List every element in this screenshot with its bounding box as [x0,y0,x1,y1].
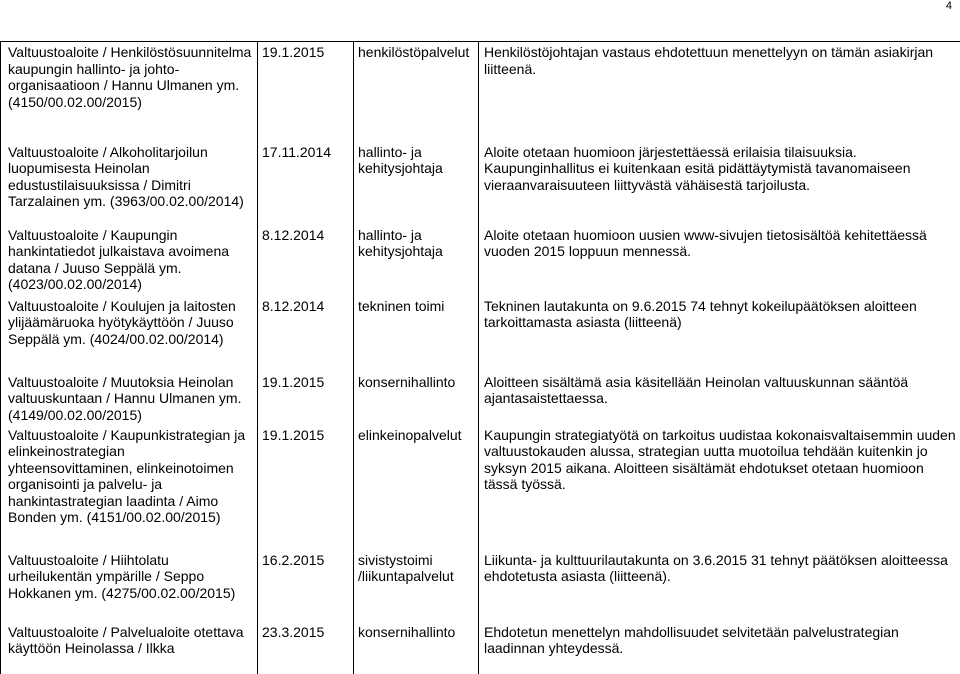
initiative-title: Valtuustoaloite / Henkilöstösuunnitelma kaupungin hallinto- ja johto-organisaatioon / Hannu Ulmanen ym. (4150/00.02.00/2015) [1,42,258,142]
initiative-status: Henkilöstöjohtajan vastaus ehdotettuun menettelyyn on tämän asiakirjan liitteenä. [479,42,960,142]
table-row [1,622,960,674]
initiative-handler: konsernihallinto [354,372,479,425]
initiative-title: Valtuustoaloite / Alkoholitarjoilun luopumisesta Heinolan edustustilaisuuksissa / Dimitri Tarzalainen ym. (3963/00.02.00/2014) [1,142,258,225]
initiative-title: Valtuustoaloite / Koulujen ja laitosten ylijäämäruoka hyötykäyttöön / Juuso Seppälä ym. (4024/00.02.00/2014) [1,296,258,372]
initiative-handler: hallinto- ja kehitysjohtaja [354,142,479,225]
initiative-title: Valtuustoaloite / Kaupunkistrategian ja elinkeinostrategian yhteensovittaminen, elinkeinotoimen organisointi ja palvelu- ja hankintastrategian laadinta / Aimo Bonden ym. (4151/00.02.00/2015) [1,425,258,550]
initiative-status: Liikunta- ja kulttuurilautakunta on 3.6.2015 31 tehnyt päätöksen aloitteessa ehdotetusta asiasta (liitteenä). [479,550,960,622]
initiative-handler: konsernihallinto [354,622,479,674]
initiative-status: Aloite otetaan huomioon järjestettäessä erilaisia tilaisuuksia. Kaupunginhallitus ei kuitenkaan esitä pidättäytymistä tavanomaiseen vieraanvaraisuuteen liittyvästä vähäisestä tarjoilusta. [479,142,960,225]
initiative-status: Tekninen lautakunta on 9.6.2015 74 tehnyt kokeilupäätöksen aloitteen tarkoittamasta asiasta (liitteenä) [479,296,960,372]
table-row [1,225,960,296]
initiative-date: 17.11.2014 [258,142,354,225]
initiative-handler: henkilöstöpalvelut [354,42,479,142]
table-row [1,42,960,142]
initiative-status: Kaupungin strategiatyötä on tarkoitus uudistaa kokonaisvaltaisemmin uuden valtuustokauden alussa, strategian uutta muotoilua tehdään kuitenkin jo syksyn 2015 aikana. Aloitteen sisältämät ehdotukset otetaan huomioon tässä työssä. [479,425,960,550]
initiative-date: 8.12.2014 [258,225,354,296]
initiative-title: Valtuustoaloite / Kaupungin hankintatiedot julkaistava avoimena datana / Juuso Seppälä ym. (4023/00.02.00/2014) [1,225,258,296]
initiative-title: Valtuustoaloite / Palvelualoite otettava käyttöön Heinolassa / Ilkka [1,622,258,674]
initiative-title: Valtuustoaloite / Hiihtolatu urheilukentän ympärille / Seppo Hokkanen ym. (4275/00.02.00/2015) [1,550,258,622]
initiative-date: 19.1.2015 [258,42,354,142]
initiative-date: 19.1.2015 [258,372,354,425]
table-row [1,372,960,425]
table-row [1,425,960,550]
page-number: 4 [946,0,952,12]
initiative-date: 23.3.2015 [258,622,354,674]
table-row [1,296,960,372]
initiative-date: 19.1.2015 [258,425,354,550]
initiative-handler: tekninen toimi [354,296,479,372]
initiative-status: Ehdotetun menettelyn mahdollisuudet selvitetään palvelustrategian laadinnan yhteydessä. [479,622,960,674]
table-row [1,550,960,622]
initiative-date: 16.2.2015 [258,550,354,622]
initiative-date: 8.12.2014 [258,296,354,372]
initiative-status: Aloitteen sisältämä asia käsitellään Heinolan valtuuskunnan sääntöä ajantasaistettaessa. [479,372,960,425]
initiative-status: Aloite otetaan huomioon uusien www-sivujen tietosisältöä kehitettäessä vuoden 2015 loppuun mennessä. [479,225,960,296]
initiative-handler: elinkeinopalvelut [354,425,479,550]
initiative-title: Valtuustoaloite / Muutoksia Heinolan valtuuskuntaan / Hannu Ulmanen ym. (4149/00.02.00/2015) [1,372,258,425]
initiative-handler: sivistystoimi /liikuntapalvelut [354,550,479,622]
table-row [1,142,960,225]
initiatives-table [0,41,960,674]
initiative-handler: hallinto- ja kehitysjohtaja [354,225,479,296]
